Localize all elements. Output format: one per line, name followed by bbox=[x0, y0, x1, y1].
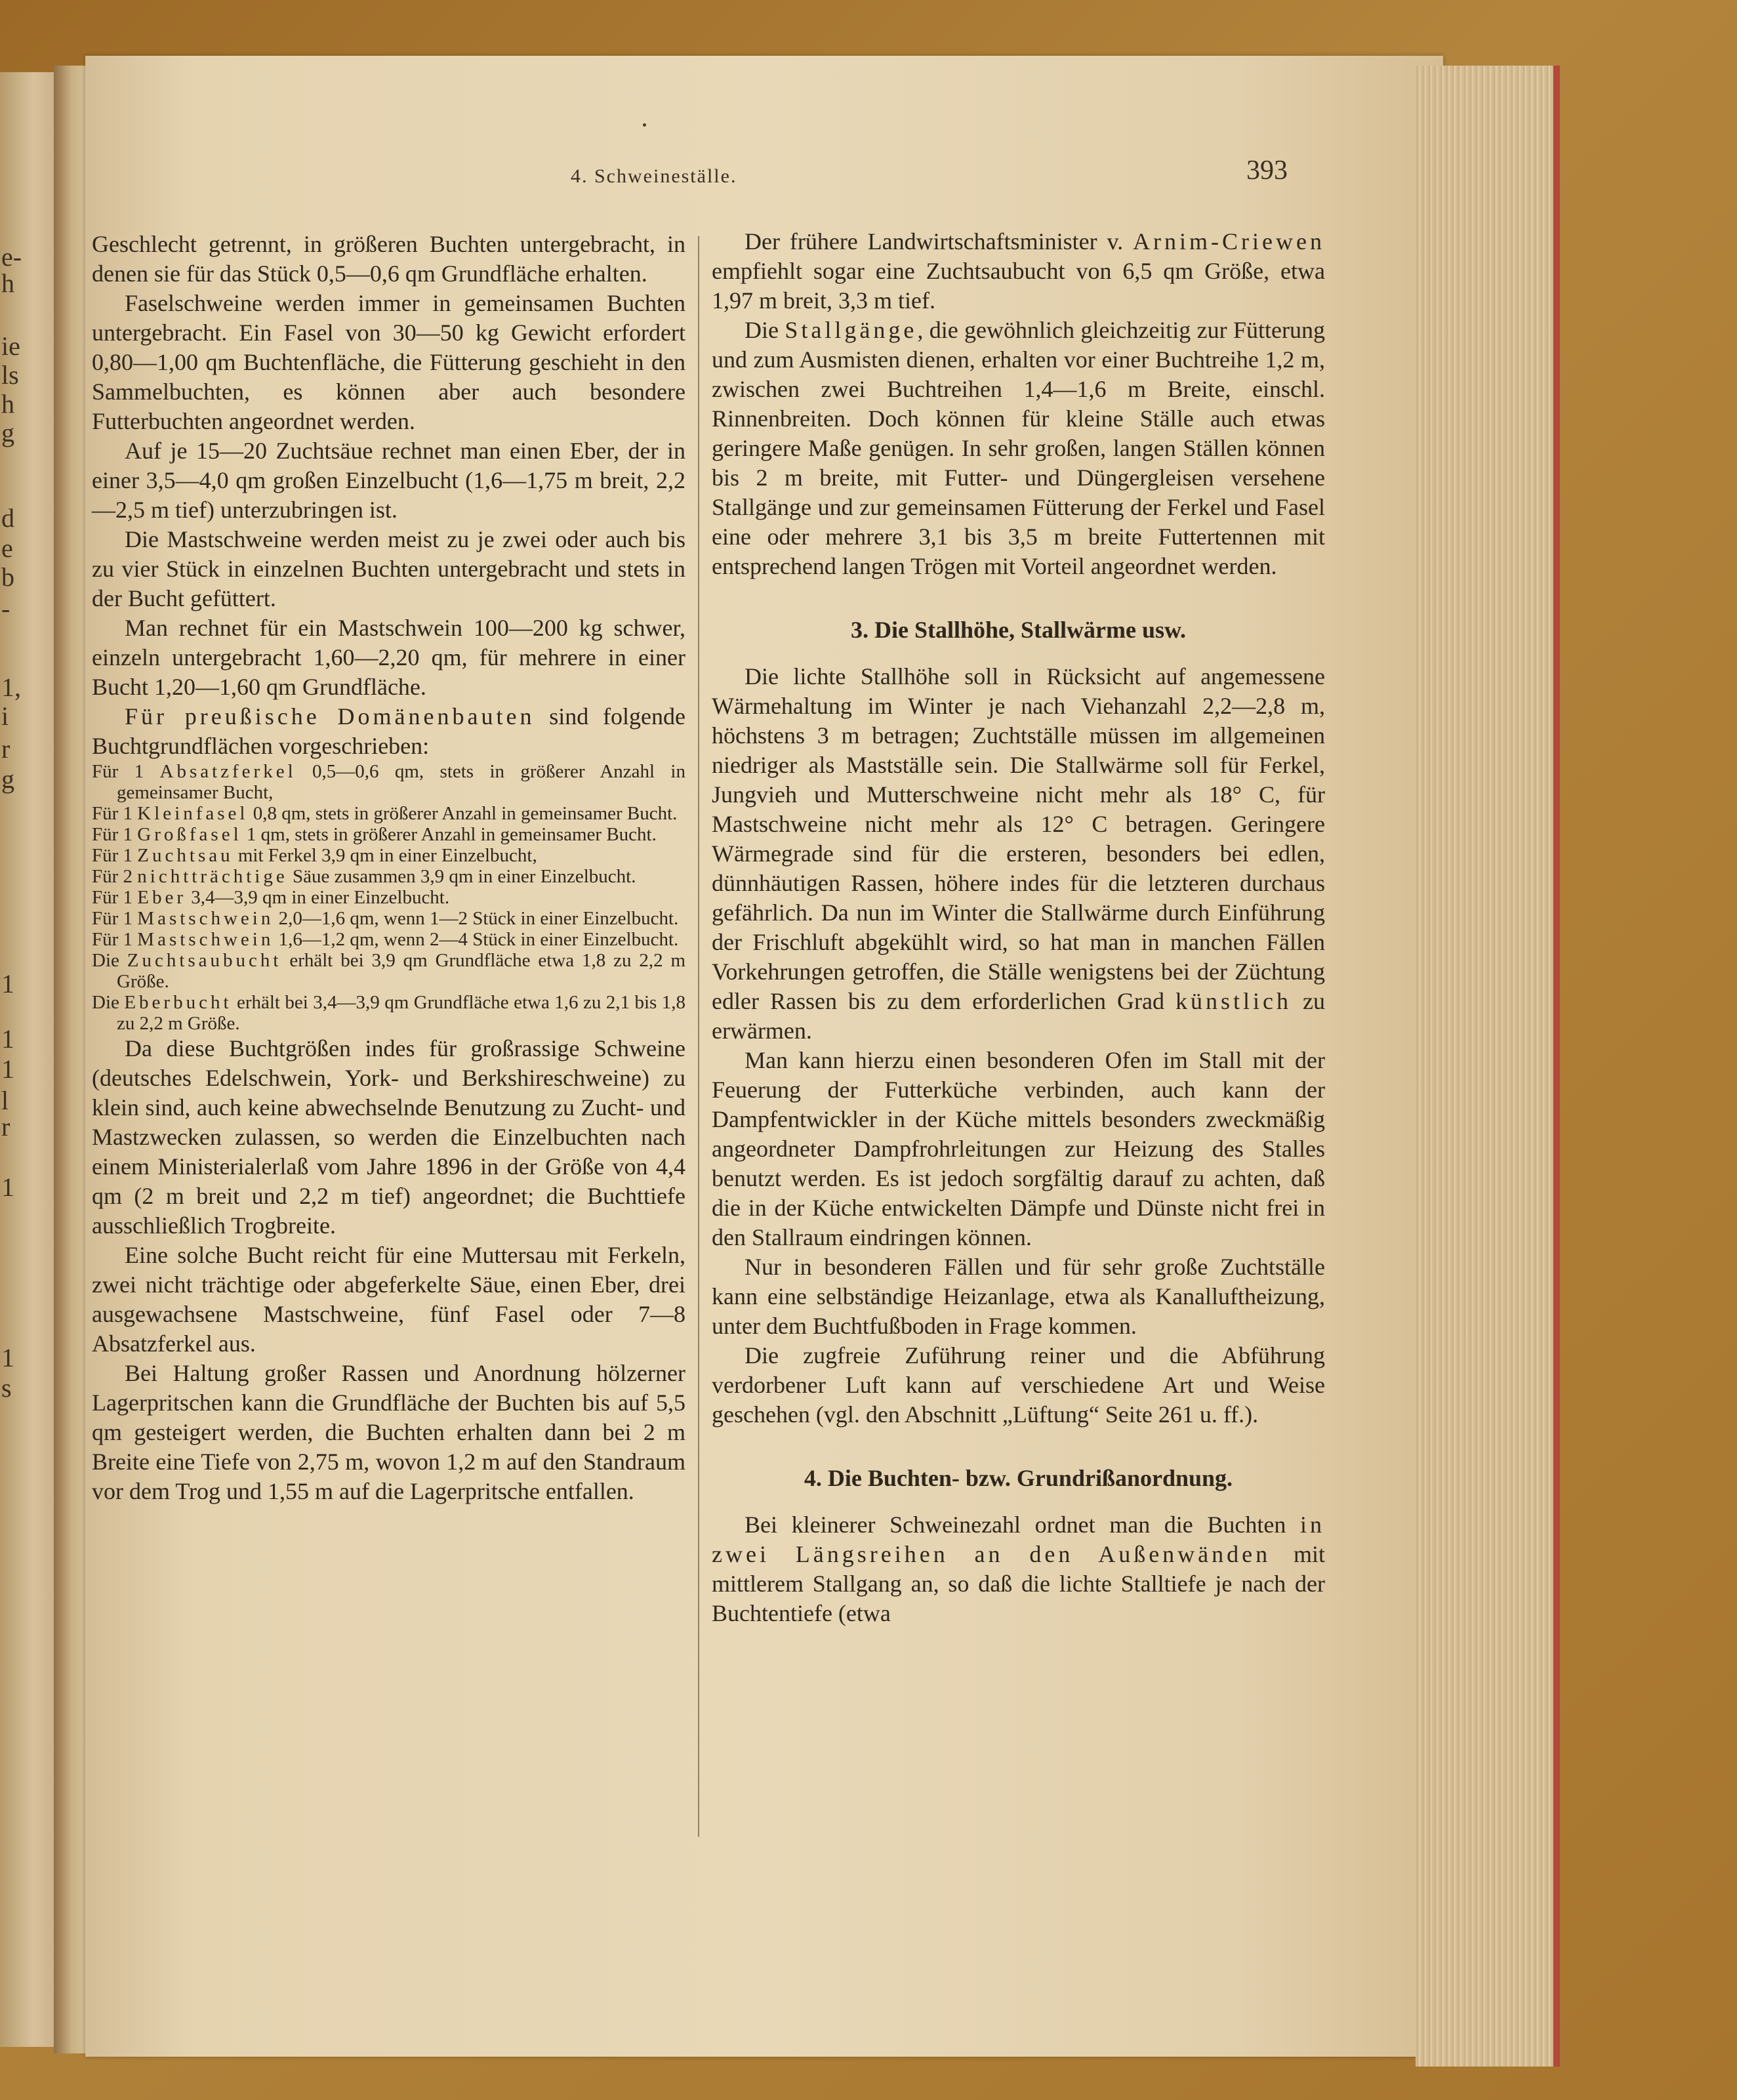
paragraph: Da diese Buchtgrößen indes für großrassige Schweine (deutsches Edelschwein, York- und Berkshireschweine) zu klein sind, auch keine abwechselnde Benutzung zu Zucht- und Mastzwecken zulassen, so werden die Einzelbuchten nach einem Ministerialerlaß vom Jahre 1896 in der Größe von 4,4 qm (2 m breit und 2,2 m tief) angeordnet; die Buchttiefe ausschließlich Trogbreite. bbox=[92, 1035, 685, 1239]
list-item bbox=[92, 992, 685, 1034]
spaced-emphasis: Eber bbox=[137, 887, 187, 908]
text-run: 1 qm, stets in größerer Anzahl in gemeinsamer Bucht. bbox=[241, 824, 657, 845]
text-run: erhält bei 3,9 qm Grundfläche etwa 1,8 zu 2,2 m Größe. bbox=[117, 950, 686, 992]
text-run: Für 2 bbox=[92, 866, 138, 887]
print-speck bbox=[643, 123, 646, 127]
spaced-emphasis: Stallgänge bbox=[785, 317, 918, 343]
paragraph bbox=[92, 702, 685, 761]
spaced-emphasis: nichtträchtige bbox=[137, 866, 288, 887]
spaced-emphasis: Großfasel bbox=[137, 824, 242, 845]
spaced-emphasis: Eberbucht bbox=[124, 992, 232, 1013]
prev-page-fragment: e bbox=[1, 533, 13, 563]
paragraph bbox=[712, 662, 1325, 1046]
bucht-area-list bbox=[92, 761, 685, 1034]
prev-page-fragment: - bbox=[1, 594, 10, 623]
paragraph bbox=[712, 316, 1325, 581]
page-block-edges bbox=[1416, 66, 1560, 2067]
prev-page-fragment: l bbox=[1, 1086, 9, 1115]
prev-page-fragment: 1 bbox=[1, 969, 14, 999]
paragraph bbox=[712, 227, 1325, 316]
prev-page-fragment: i bbox=[1, 701, 9, 731]
prev-page-fragment: 1 bbox=[1, 1172, 14, 1202]
text-run: 0,8 qm, stets in größerer Anzahl in gemeinsamer Bucht. bbox=[248, 803, 678, 824]
text-run: 2,0—1,6 qm, wenn 1—2 Stück in einer Einzelbucht. bbox=[274, 908, 679, 929]
right-column bbox=[712, 227, 1325, 1628]
list-item bbox=[92, 929, 685, 950]
spaced-emphasis: Zuchtsau bbox=[137, 845, 234, 866]
text-run: Für 1 bbox=[92, 761, 160, 782]
list-item bbox=[92, 908, 685, 929]
text-run: 3,4—3,9 qm in einer Einzelbucht. bbox=[186, 887, 450, 908]
text-run: Säue zusammen 3,9 qm in einer Einzelbucht. bbox=[287, 866, 636, 887]
text-run: empfiehlt sogar eine Zuchtsaubucht von 6,5 qm Größe, etwa 1,97 m breit, 3,3 m tief. bbox=[712, 258, 1325, 314]
text-run: Die lichte Stallhöhe soll in Rücksicht auf angemessene Wärmehaltung im Winter je nach Viehanzahl 2,2—2,8 m, höchstens 3 m betragen; Zuchtställe müssen im allgemeinen niedriger als Mastställe sein. Die Stallwärme soll für Ferkel, Jungvieh und Mutterschweine nicht mehr als 18° C, für Mastschweine nicht mehr als 12° C betragen. Geringere Wärmegrade sind für die ersteren, besonders bei edlen, dünnhäutigen Rassen, höhere indes für die letzteren durchaus gefährlich. Da nun im Winter die Stallwärme durch Einführung der Frischluft abgekühlt wird, so hat man in manchen Fällen Vorkehrungen getroffen, die Ställe wenigstens bei der Züchtung edler Rassen bis zu dem erforderlichen Grad bbox=[712, 663, 1325, 1014]
text-run: erhält bei 3,4—3,9 qm Grundfläche etwa 1,6 zu 2,1 bis 1,8 zu 2,2 m Größe. bbox=[117, 992, 686, 1034]
spaced-emphasis: Absatzferkel bbox=[159, 761, 296, 782]
left-column bbox=[92, 230, 685, 1506]
list-item bbox=[92, 950, 685, 992]
prev-page-fragment: d bbox=[1, 503, 14, 533]
text-run: Für 1 bbox=[92, 887, 138, 908]
list-item bbox=[92, 866, 685, 887]
spaced-emphasis: künstlich bbox=[1175, 988, 1292, 1014]
text-run: mit Ferkel 3,9 qm in einer Einzelbucht, bbox=[233, 845, 537, 866]
spaced-emphasis: Zuchtsaubucht bbox=[127, 950, 282, 971]
prev-page-fragment: r bbox=[1, 734, 10, 764]
prev-page-fragment: 1, bbox=[1, 672, 21, 702]
prev-page-fragment: 1 bbox=[1, 1343, 14, 1372]
text-run: Für 1 bbox=[92, 803, 138, 824]
text-run: zu erwärmen. bbox=[712, 988, 1325, 1044]
text-run: Bei kleinerer Schweinezahl ordnet man die Buchten bbox=[745, 1512, 1300, 1538]
text-run: Die bbox=[92, 950, 127, 971]
prev-page-fragment: s bbox=[1, 1373, 12, 1403]
text-run: 0,5—0,6 qm, stets in größerer Anzahl in gemeinsamer Bucht, bbox=[117, 761, 685, 803]
prev-page-fragment: h bbox=[1, 268, 14, 298]
list-item bbox=[92, 887, 685, 908]
text-run: Für 1 bbox=[92, 908, 138, 929]
paragraph bbox=[712, 1510, 1325, 1628]
text-run: , die gewöhnlich gleichzeitig zur Fütterung und zum Ausmisten dienen, erhalten vor einer Buchtreihe 1,2 m, zwischen zwei Buchtreihen 1,4—1,6 m Breite, einschl. Rinnenbreiten. Doch können für kleine Ställe auch etwas geringere Maße genügen. In sehr großen, langen Ställen können bis 2 m breite, mit Futter- und Düngergleisen versehene Stallgänge und zur gemeinsamen Fütterung der Ferkel und Fasel eine oder mehrere 3,1 bis 3,5 m breite Futtertennen mit entsprechend langen Trögen mit Vorteil angeordnet werden. bbox=[712, 317, 1325, 579]
text-run: Für 1 bbox=[92, 824, 138, 845]
paragraph: Geschlecht getrennt, in größeren Buchten untergebracht, in denen sie für das Stück 0,5—0,6 qm Grundfläche erhalten. bbox=[92, 231, 685, 287]
text-run: Der frühere Landwirtschaftsminister v. bbox=[745, 228, 1134, 255]
spaced-emphasis: in zwei Längsreihen an den Außenwänden bbox=[712, 1512, 1325, 1567]
text-run: Die bbox=[92, 992, 125, 1013]
previous-page-edge bbox=[0, 72, 57, 2047]
prev-page-fragment: ls bbox=[1, 360, 19, 390]
spaced-emphasis: Mastschwein bbox=[137, 908, 274, 929]
prev-page-fragment: 1 bbox=[1, 1024, 14, 1054]
list-item bbox=[92, 845, 685, 866]
spaced-emphasis: Arnim-Criewen bbox=[1133, 228, 1325, 255]
list-item bbox=[92, 803, 685, 824]
text-run: Für 1 bbox=[92, 845, 138, 866]
text-run: mit mittlerem Stallgang an, so daß die lichte Stalltiefe je nach der Buchtentiefe (etwa bbox=[712, 1541, 1325, 1626]
column-divider bbox=[698, 236, 699, 1837]
paragraph: Nur in besonderen Fällen und für sehr große Zuchtställe kann eine selbständige Heizanlage, etwa als Kanalluftheizung, unter dem Buchtfußboden in Frage kommen. bbox=[712, 1254, 1325, 1339]
text-run: sind folgende Buchtgrundflächen vorgeschrieben: bbox=[92, 703, 685, 759]
paragraph: Die Mastschweine werden meist zu je zwei oder auch bis zu vier Stück in einzelnen Buchten untergebracht und stets in der Bucht gefüttert. bbox=[92, 526, 685, 611]
spaced-emphasis: Mastschwein bbox=[137, 929, 274, 950]
spaced-emphasis: Kleinfasel bbox=[137, 803, 249, 824]
paragraph: Man rechnet für ein Mastschwein 100—200 kg schwer, einzeln untergebracht 1,60—2,20 qm, für mehrere in einer Bucht 1,20—1,60 qm Grundfläche. bbox=[92, 615, 685, 700]
text-run: Die bbox=[745, 317, 785, 343]
paragraph: Die zugfreie Zuführung reiner und die Abführung verdorbener Luft kann auf verschiedene Art und Weise geschehen (vgl. den Abschnitt „Lüftung“ Seite 261 u. ff.). bbox=[712, 1342, 1325, 1428]
paragraph: Bei Haltung großer Rassen und Anordnung hölzerner Lagerpritschen kann die Grundfläche der Buchten bis auf 5,5 qm gesteigert werden, die Buchten erhalten dann bei 2 m Breite eine Tiefe von 2,75 m, wovon 1,2 m auf den Standraum vor dem Trog und 1,55 m auf die Lagerpritsche entfallen. bbox=[92, 1360, 685, 1504]
paragraph: Auf je 15—20 Zuchtsäue rechnet man einen Eber, der in einer 3,5—4,0 qm großen Einzelbucht (1,6—1,75 m breit, 2,2—2,5 m tief) unterzubringen ist. bbox=[92, 438, 685, 523]
list-item bbox=[92, 761, 685, 803]
prev-page-fragment: g bbox=[1, 764, 14, 794]
prev-page-fragment: e- bbox=[1, 242, 22, 272]
section-heading: 4. Die Buchten- bzw. Grundrißanordnung. bbox=[804, 1465, 1233, 1491]
paragraph: Man kann hierzu einen besonderen Ofen im Stall mit der Feuerung der Futterküche verbinden, auch kann der Dampfentwickler in der Küche mittels besonders zweckmäßig angeordneter Dampfrohrleitungen zur Heizung des Stalles benutzt werden. Es ist jedoch sorgfältig darauf zu achten, daß die in der Küche entwickelten Dämpfe und Dünste nicht frei in den Stallraum eindringen können. bbox=[712, 1047, 1325, 1250]
prev-page-fragment: h bbox=[1, 389, 14, 419]
section-heading: 3. Die Stallhöhe, Stallwärme usw. bbox=[850, 617, 1186, 643]
page-number: 393 bbox=[1246, 155, 1288, 186]
prev-page-fragment: ie bbox=[1, 331, 20, 361]
text-run: Für 1 bbox=[92, 929, 138, 950]
list-item bbox=[92, 824, 685, 845]
paragraph: Eine solche Bucht reicht für eine Muttersau mit Ferkeln, zwei nicht trächtige oder abgeferkelte Säue, einen Eber, drei ausgewachsene Mastschweine, fünf Fasel oder 7—8 Absatzferkel aus. bbox=[92, 1242, 685, 1357]
paragraph: Faselschweine werden immer in gemeinsamen Buchten untergebracht. Ein Fasel von 30—50 kg Gewicht erfordert 0,80—1,00 qm Buchtenfläche, die Fütterung geschieht in den Sammelbuchten, es können aber auch besondere Futterbuchten angeordnet werden. bbox=[92, 290, 685, 434]
running-head: 4. Schweineställe. bbox=[571, 165, 737, 187]
prev-page-fragment: g bbox=[1, 418, 14, 447]
prev-page-fragment: r bbox=[1, 1112, 10, 1142]
spaced-emphasis: Für preußische Domänenbauten bbox=[125, 703, 535, 730]
prev-page-fragment: b bbox=[1, 562, 14, 592]
text-run: 1,6—1,2 qm, wenn 2—4 Stück in einer Einzelbucht. bbox=[274, 929, 679, 950]
prev-page-fragment: 1 bbox=[1, 1054, 14, 1084]
